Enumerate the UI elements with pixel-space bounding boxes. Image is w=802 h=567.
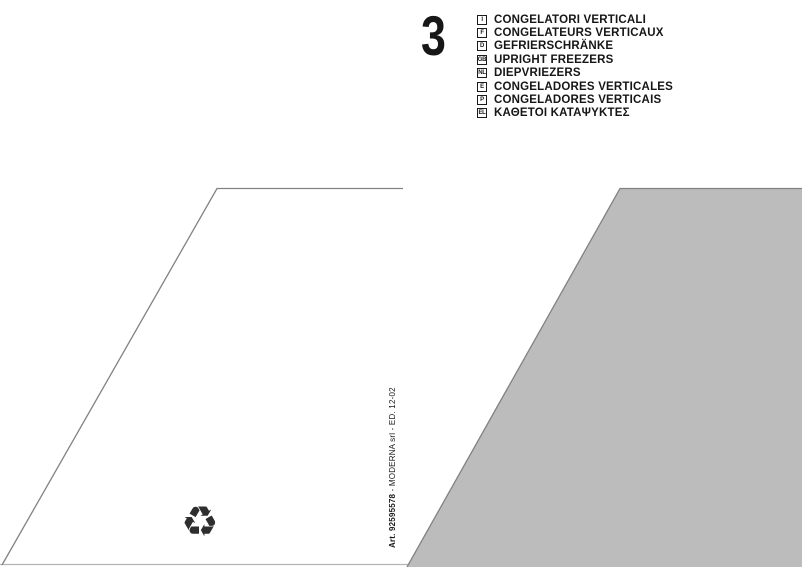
language-title: ΚΑΘΕΤΟΙ ΚΑΤΑΨΥΚΤΕΣ <box>494 107 630 120</box>
language-row-portuguese <box>477 93 673 106</box>
recycle-icon: ♻ <box>181 497 219 546</box>
language-row-italian <box>477 13 673 26</box>
language-code-badge: GB <box>477 56 487 63</box>
imprint-details: - MODERNA srl - ED. 12-02 <box>388 387 397 494</box>
language-title: CONGELADORES VERTICALES <box>494 80 674 93</box>
section-number: 3 <box>421 4 446 67</box>
language-row-german <box>477 40 673 53</box>
language-title: CONGELATEURS VERTICAUX <box>494 27 664 40</box>
language-code-badge: I <box>477 15 487 25</box>
language-row-greek <box>477 107 673 120</box>
gray-cover-panel <box>407 188 802 567</box>
language-code-badge: EL <box>478 110 486 117</box>
language-title-list <box>477 13 673 120</box>
language-title: GEFRIERSCHRÄNKE <box>494 40 614 53</box>
language-code-badge: NL <box>478 70 486 77</box>
language-code-badge: P <box>477 95 487 105</box>
language-code-badge: F <box>477 28 487 38</box>
language-title: CONGELATORI VERTICALI <box>494 13 646 26</box>
language-title: CONGELADORES VERTICAIS <box>494 94 662 107</box>
article-number: Art. 92595578 <box>388 493 397 548</box>
language-title: UPRIGHT FREEZERS <box>494 53 614 66</box>
language-code-badge: E <box>477 82 487 92</box>
language-row-french <box>477 26 673 39</box>
language-row-dutch <box>477 67 673 80</box>
language-code-badge: D <box>477 41 487 51</box>
language-title: DIEPVRIEZERS <box>494 67 581 80</box>
language-row-english <box>477 53 673 66</box>
language-row-spanish <box>477 80 673 93</box>
spine-imprint-text <box>388 387 397 548</box>
